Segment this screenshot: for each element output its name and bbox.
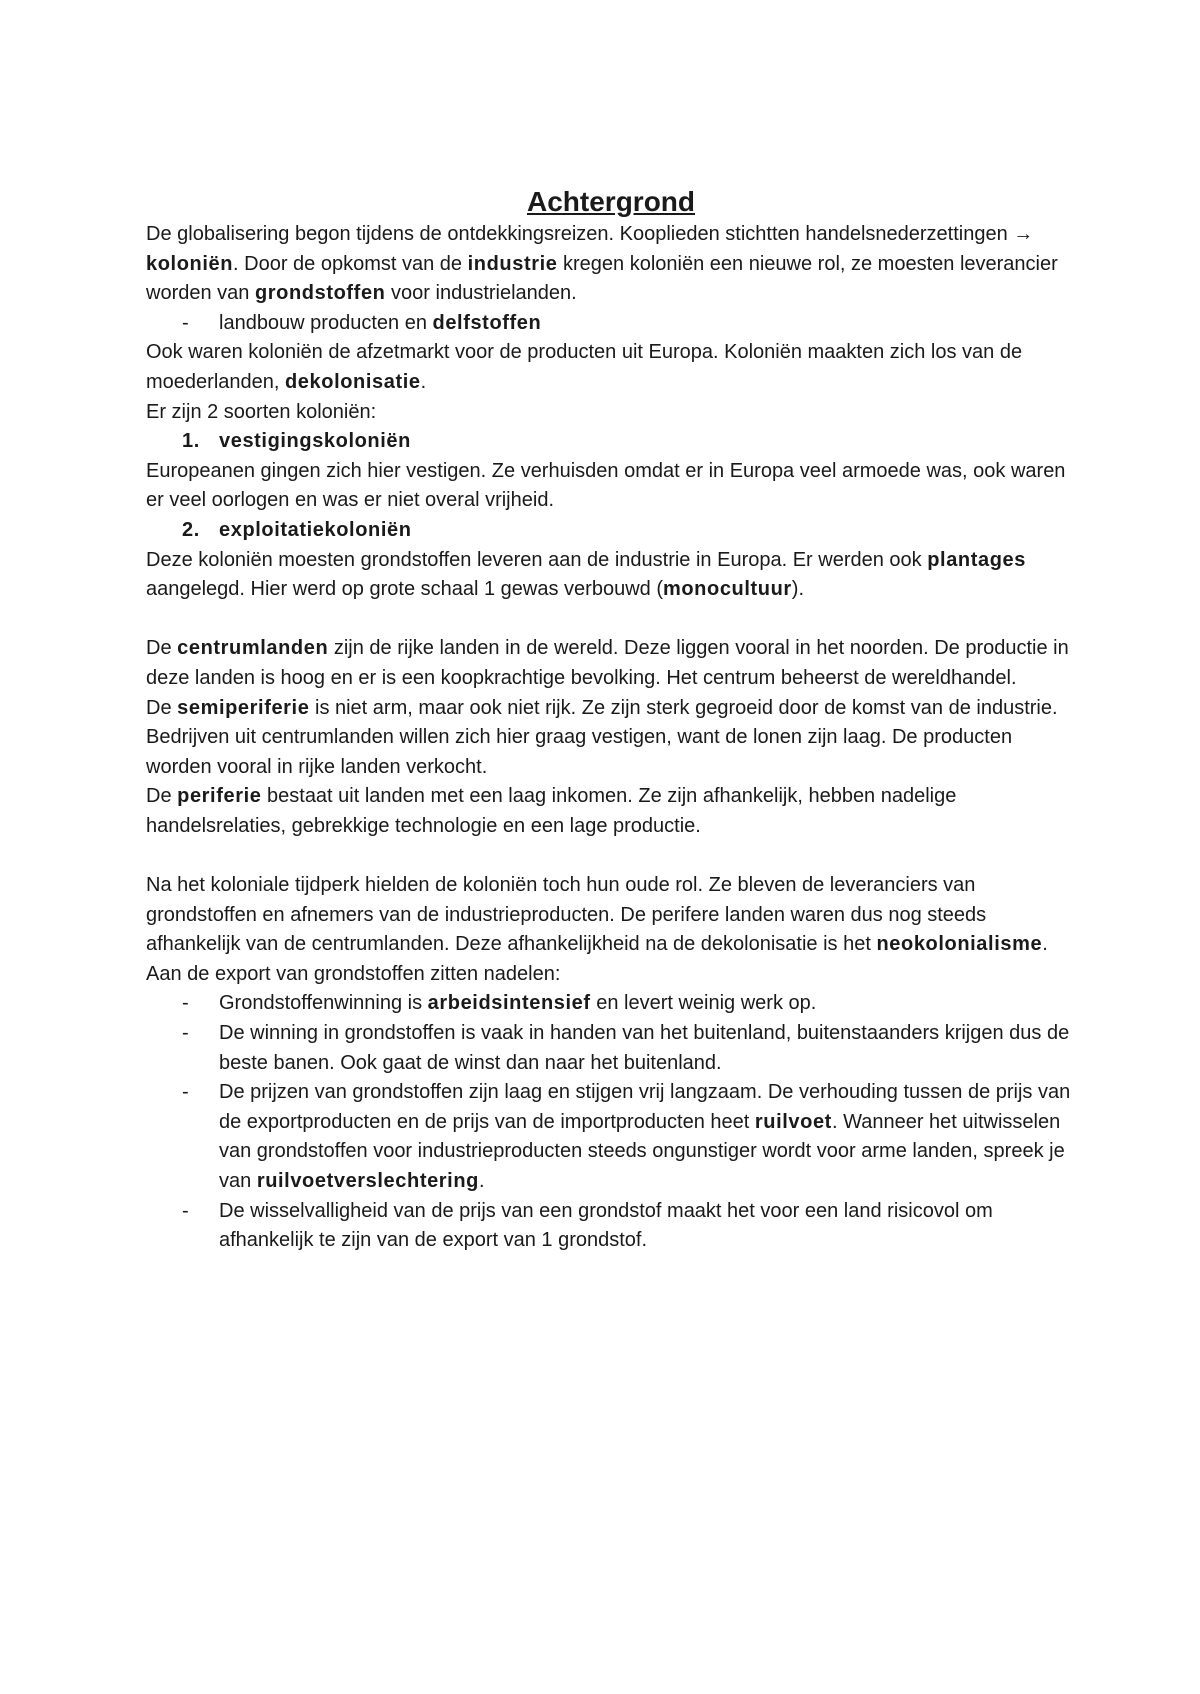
blank-line (146, 841, 1076, 871)
text-run: voor industrielanden. (385, 282, 577, 305)
bullet-marker: - (182, 311, 189, 334)
term-neokolonialisme: neokolonialisme (876, 933, 1043, 956)
term-periferie: periferie (177, 785, 262, 808)
term-industrie: industrie (467, 252, 558, 275)
text-run: . (478, 1170, 485, 1192)
text-run: bestaat uit landen met een laag inkomen. Ze zijn afhankelijk, hebben nadelige handelsrelaties, gebrekkige technologie en een lage productie. (146, 785, 957, 837)
term-ruilvoet: ruilvoet (754, 1110, 832, 1133)
term-centrumlanden: centrumlanden (177, 637, 329, 660)
paragraph-plantages (146, 546, 1076, 605)
text-run: Grondstoffenwinning is (219, 992, 428, 1015)
text-run: . (1042, 933, 1048, 956)
text-run: kregen koloniën een nieuwe rol, ze moesten leverancier worden van (146, 252, 1058, 305)
list-item-buitenland (146, 1019, 1076, 1078)
text-run: De wisselvalligheid van de prijs van een grondstof maakt het voor een land risicovol om afhankelijk te zijn van de export van 1 grondstof. (219, 1199, 993, 1252)
number-marker: 1. (182, 430, 200, 453)
text-run: zijn de rijke landen in de wereld. Deze liggen vooral in het noorden. De productie in deze landen is hoog en er is een koopkrachtige bevolking. Het centrum beheerst de wereldhandel. (146, 637, 1069, 689)
number-marker: 2. (182, 518, 200, 541)
paragraph-centrumlanden (146, 634, 1076, 693)
text-run: . Door de opkomst van de (233, 252, 468, 275)
bullet-marker: - (182, 992, 189, 1015)
term-dekolonisatie: dekolonisatie (284, 370, 421, 393)
paragraph-globalisering (146, 220, 1076, 309)
paragraph-semiperiferie (146, 694, 1076, 783)
text-run: . (420, 370, 427, 393)
text-run: Deze koloniën moesten grondstoffen leveren aan de industrie in Europa. Er werden ook (146, 548, 928, 571)
term-exploitatiekolonien: exploitatiekoloniën (219, 518, 412, 541)
bullet-marker: - (182, 1022, 189, 1045)
paragraph-neokolonialisme (146, 871, 1076, 960)
text-run: De (146, 785, 178, 808)
text-run: De (146, 696, 178, 719)
paragraph-nadelen: Aan de export van grondstoffen zitten nadelen: (146, 962, 561, 985)
text-run: Ook waren koloniën de afzetmarkt voor de producten uit Europa. Koloniën maakten zich los van de moederlanden, (146, 341, 1023, 393)
text-run: is niet arm, maar ook niet rijk. Ze zijn sterk gegroeid door de komst van de industrie. Bedrijven uit centrumlanden willen zich hier graag vestigen, want de lonen zijn laag. De producten worden vooral in rijke landen verkocht. (146, 696, 1058, 778)
term-grondstoffen: grondstoffen (254, 282, 386, 305)
paragraph-afzetmarkt (146, 338, 1076, 397)
paragraph-periferie (146, 782, 1076, 841)
list-item-arbeidsintensief (146, 989, 1076, 1019)
bullet-marker: - (182, 1081, 189, 1104)
text-run: aangelegd. Hier werd op grote schaal 1 gewas verbouwd ( (146, 578, 663, 601)
bullet-marker: - (182, 1199, 189, 1222)
term-plantages: plantages (927, 548, 1026, 571)
text-run: en levert weinig werk op. (590, 992, 817, 1015)
page-title: Achtergrond (527, 186, 695, 217)
blank-line (146, 605, 1076, 635)
text-run: landbouw producten en (219, 311, 433, 334)
text-run: De prijzen van grondstoffen zijn laag en stijgen vrij langzaam. De verhouding tussen de prijs van de exportproducten en de prijs van de importproducten heet (219, 1081, 1071, 1133)
text-run: ). (791, 578, 805, 601)
list-item-wisselvalligheid (146, 1197, 1076, 1256)
numbered-item-vestigingskolonien (146, 427, 1076, 457)
document-page (146, 182, 1076, 1256)
list-item-ruilvoet (146, 1078, 1076, 1196)
term-kolonien: koloniën (146, 252, 234, 275)
text-run: De globalisering begon tijdens de ontdekkingsreizen. Kooplieden stichtten handelsnederzettingen → (146, 223, 1034, 245)
term-vestigingskolonien: vestigingskoloniën (219, 430, 411, 453)
text-run: . Wanneer het uitwisselen van grondstoffen voor industrieproducten steeds ongunstiger wordt voor arme landen, spreek je van (219, 1110, 1065, 1192)
list-item-delfstoffen (146, 309, 1076, 339)
term-semiperiferie: semiperiferie (177, 696, 310, 719)
term-delfstoffen: delfstoffen (432, 311, 542, 334)
text-run: De (146, 637, 178, 660)
term-arbeidsintensief: arbeidsintensief (427, 992, 591, 1015)
paragraph-soorten: Er zijn 2 soorten koloniën: (146, 400, 377, 423)
text-run: De winning in grondstoffen is vaak in handen van het buitenland, buitenstaanders krijgen dus de beste banen. Ook gaat de winst dan naar het buitenland. (219, 1022, 1070, 1074)
term-monocultuur: monocultuur (662, 578, 792, 601)
numbered-item-exploitatiekolonien (146, 516, 1076, 546)
text-run: Na het koloniale tijdperk hielden de koloniën toch hun oude rol. Ze bleven de leveranciers van grondstoffen en afnemers van de industrieproducten. De perifere landen waren dus nog steeds afhankelijk van de centrumlanden. Deze afhankelijkheid na de dekolonisatie is het (146, 874, 987, 956)
term-ruilvoetverslechtering: ruilvoetverslechtering (256, 1170, 479, 1192)
paragraph-europeanen: Europeanen gingen zich hier vestigen. Ze verhuisden omdat er in Europa veel armoede was, ook waren er veel oorlogen en was er niet overal vrijheid. (146, 459, 1066, 512)
